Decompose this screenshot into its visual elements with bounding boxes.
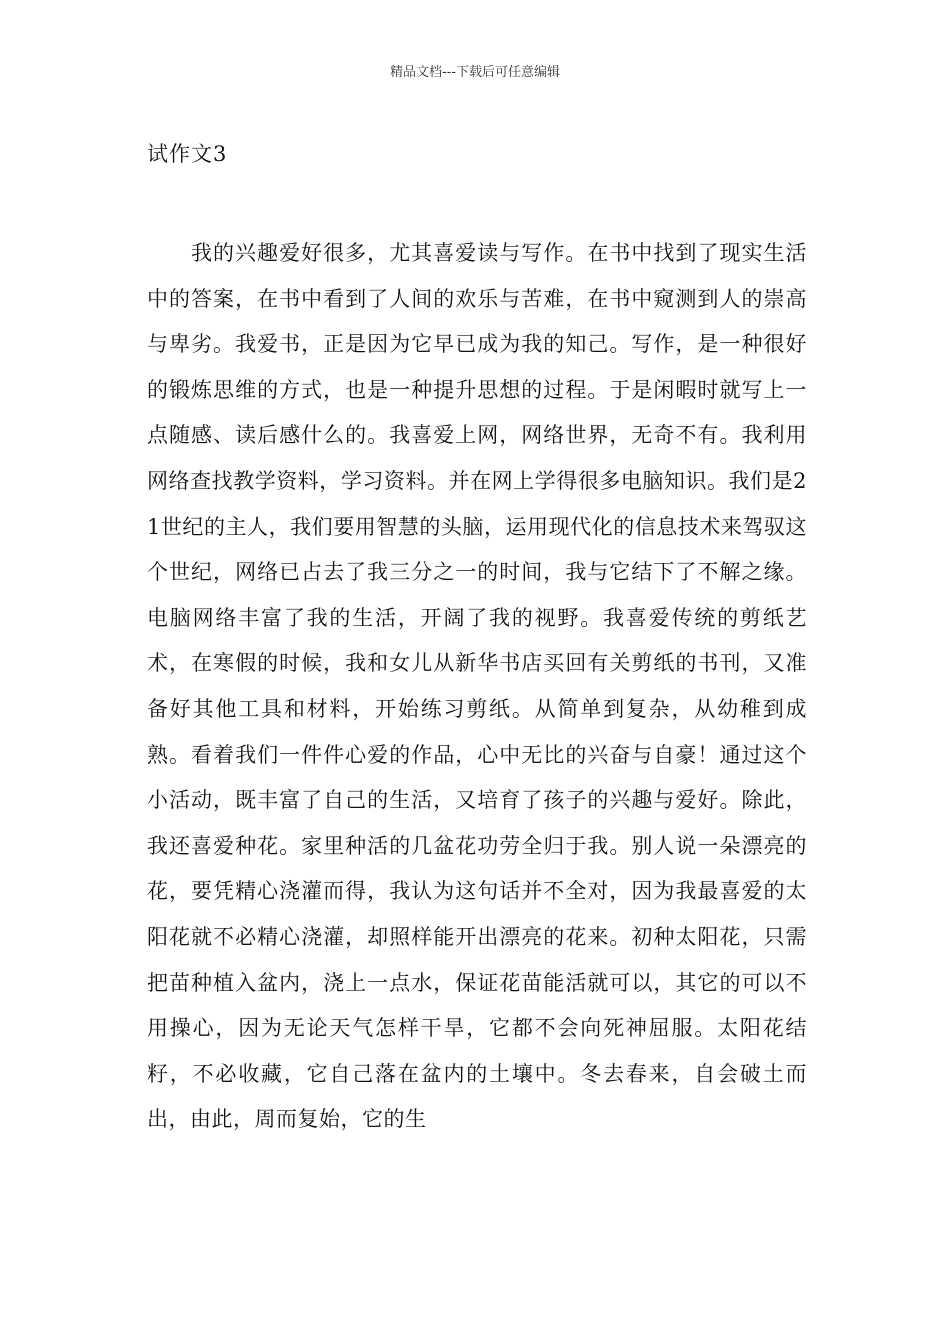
- document-title: 试作文3: [147, 142, 228, 166]
- body-paragraph: 我的兴趣爱好很多，尤其喜爱读与写作。在书中找到了现实生活中的答案，在书中看到了人间的欢乐与苦难，在书中窥测到人的崇高与卑劣。我爱书，正是因为它早已成为我的知己。写作，是一种很好的锻炼思维的方式，也是一种提升思想的过程。于是闲暇时就写上一点随感、读后感什么的。我喜爱上网，网络世界，无奇不有。我利用网络查找教学资料，学习资料。并在网上学得很多电脑知识。我们是21世纪的主人，我们要用智慧的头脑，运用现代化的信息技术来驾驭这个世纪，网络已占去了我三分之一的时间，我与它结下了不解之缘。电脑网络丰富了我的生活，开阔了我的视野。我喜爱传统的剪纸艺术，在寒假的时候，我和女儿从新华书店买回有关剪纸的书刊，又准备好其他工具和材料，开始练习剪纸。从简单到复杂，从幼稚到成熟。看着我们一件件心爱的作品，心中无比的兴奋与自豪！通过这个小活动，既丰富了自己的生活，又培育了孩子的兴趣与爱好。除此，我还喜爱种花。家里种活的几盆花功劳全归于我。别人说一朵漂亮的花，要凭精心浇灌而得，我认为这句话并不全对，因为我最喜爱的太阳花就不必精心浇灌，却照样能开出漂亮的花来。初种太阳花，只需把苗种植入盆内，浇上一点水，保证花苗能活就可以，其它的可以不用操心，因为无论天气怎样干旱，它都不会向死神屈服。太阳花结籽，不必收藏，它自己落在盆内的土壤中。冬去春来，自会破土而出，由此，周而复始，它的生: [147, 241, 807, 1132]
- page-header: 精品文档---下载后可任意编辑: [389, 65, 561, 80]
